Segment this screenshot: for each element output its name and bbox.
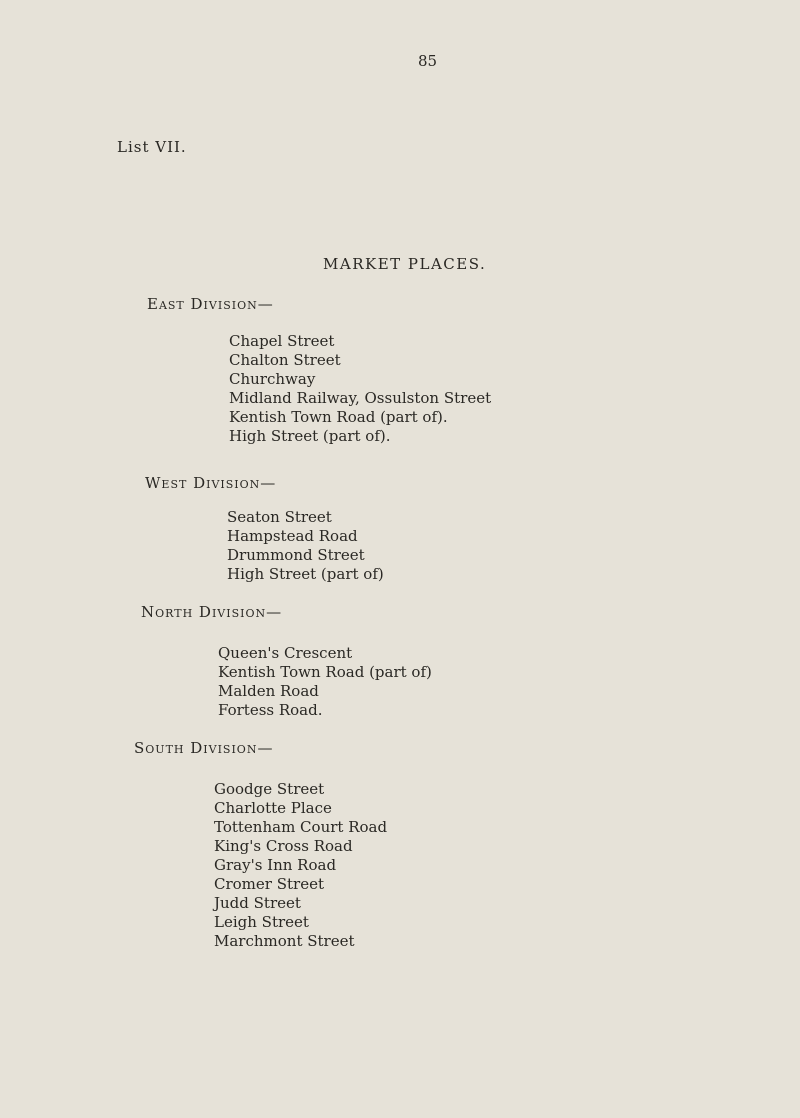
list-item: Malden Road <box>218 682 319 700</box>
list-item: Tottenham Court Road <box>214 818 388 836</box>
list-item: Gray's Inn Road <box>214 856 337 874</box>
list-item: Kentish Town Road (part of). <box>229 408 448 426</box>
division-list-west <box>227 508 384 584</box>
list-item: Fortess Road. <box>218 701 323 719</box>
division-heading-west: West Division— <box>145 474 277 492</box>
division-list-north <box>218 644 432 720</box>
page-heading: MARKET PLACES. <box>323 255 487 273</box>
list-item: High Street (part of). <box>229 427 391 445</box>
list-item: Goodge Street <box>214 780 325 798</box>
division-heading-south: South Division— <box>134 739 274 757</box>
list-item: Queen's Crescent <box>218 644 353 662</box>
list-item: Charlotte Place <box>214 799 332 817</box>
list-item: Judd Street <box>214 894 301 912</box>
list-label: List VII. <box>117 138 187 156</box>
list-item: Seaton Street <box>227 508 332 526</box>
list-item: Chapel Street <box>229 332 335 350</box>
list-item: Drummond Street <box>227 546 365 564</box>
list-item: Churchway <box>229 370 316 388</box>
list-item: Marchmont Street <box>214 932 355 950</box>
division-heading-east: East Division— <box>147 295 274 313</box>
list-item: Midland Railway, Ossulston Street <box>229 389 492 407</box>
list-item: Chalton Street <box>229 351 341 369</box>
list-item: Hampstead Road <box>227 527 358 545</box>
division-list-south <box>214 780 387 951</box>
page-number: 85 <box>418 52 438 70</box>
list-item: High Street (part of) <box>227 565 384 583</box>
division-list-east <box>229 332 491 446</box>
list-item: King's Cross Road <box>214 837 353 855</box>
list-item: Leigh Street <box>214 913 309 931</box>
list-item: Cromer Street <box>214 875 324 893</box>
division-heading-north: North Division— <box>141 603 283 621</box>
list-item: Kentish Town Road (part of) <box>218 663 432 681</box>
